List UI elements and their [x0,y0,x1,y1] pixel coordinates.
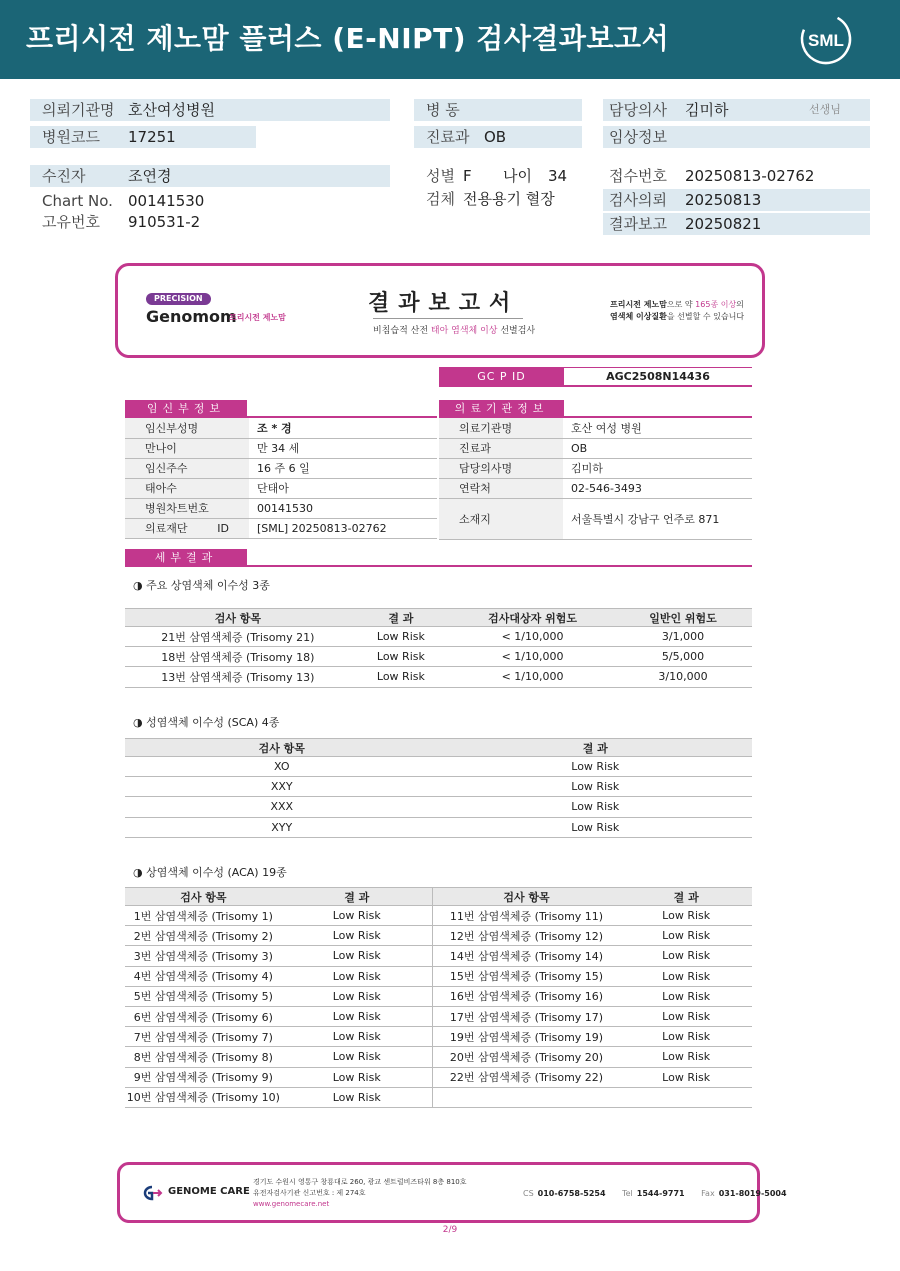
result-cell: XXX [125,797,439,817]
result-cell: 18번 삼염색체증 (Trisomy 18) [125,647,351,667]
specimen-label: 검체 [426,190,455,208]
medical-info-key: 담당의사명 [439,458,563,478]
request-date-value: 20250813 [685,191,762,209]
age-value: 34 [548,167,568,185]
result-cell: Low Risk [282,1027,432,1047]
result-cell: 3번 삼염색체증 (Trisomy 3) [125,946,282,966]
result-cell: < 1/10,000 [451,627,614,647]
aca-header-cell: 결 과 [620,888,752,906]
result-cell: Low Risk [620,986,752,1006]
table-row [125,906,752,926]
medical-info-table [439,418,752,540]
result-cell: Low Risk [282,986,432,1006]
aca-header-cell: 검사 항목 [432,888,620,906]
pregnant-info-row [125,518,437,538]
unique-id-field [30,211,390,233]
pregnant-info-table [125,418,437,539]
result-cell: 4번 삼염색체증 (Trisomy 4) [125,966,282,986]
result-cell: XXY [125,777,439,797]
medical-info-heading: 의료기관정보 [439,400,564,418]
brand-subname: 프리시전 제노맘 [229,313,286,322]
table-row [125,817,752,837]
pregnant-info-value: 단태아 [249,478,437,498]
result-cell: Low Risk [439,777,753,797]
result-cell: XYY [125,817,439,837]
table-row [125,797,752,817]
report-date-value: 20250821 [685,215,762,233]
pregnant-info-value: 만 34 세 [249,438,437,458]
result-cell: Low Risk [282,926,432,946]
medical-info-key: 소재지 [439,498,563,539]
specimen-value: 전용용기 혈장 [463,190,555,208]
hospital-code-label: 병원코드 [42,128,100,146]
result-cell: 15번 삼염색체증 (Trisomy 15) [432,966,620,986]
dept-value: OB [484,128,507,146]
pregnant-info-row [125,418,437,438]
major-section-title: ◑ 주요 상염색체 이수성 3종 [133,579,270,592]
medical-info-row [439,498,752,539]
chart-no-field [30,190,390,212]
receipt-field [603,165,870,187]
result-cell: Low Risk [282,946,432,966]
result-cell: 20번 삼염색체증 (Trisomy 20) [432,1047,620,1067]
company-name: GENOME CARE [168,1186,250,1197]
result-cell: Low Risk [439,797,753,817]
major-header-cell: 검사 항목 [125,609,351,627]
doctor-field [603,99,870,121]
table-row [125,1067,752,1087]
dept-field [414,126,582,148]
result-cell: 10번 삼염색체증 (Trisomy 10) [125,1087,282,1107]
result-cell: < 1/10,000 [451,647,614,667]
result-cell: Low Risk [620,1027,752,1047]
sex-label: 성별 [426,167,455,185]
result-cell: 9번 삼염색체증 (Trisomy 9) [125,1067,282,1087]
table-row [125,946,752,966]
page-number: 2/9 [442,1225,458,1235]
report-title-card [115,263,765,358]
title-underline [373,318,523,319]
result-cell: XO [125,757,439,777]
table-row [125,1027,752,1047]
receipt-value: 20250813-02762 [685,167,815,185]
doctor-value: 김미하 [685,101,729,119]
result-cell: Low Risk [439,817,753,837]
age-label: 나이 [503,167,532,185]
result-cell: 8번 삼염색체증 (Trisomy 8) [125,1047,282,1067]
footer-card [117,1162,787,1223]
report-date-label: 결과보고 [609,215,667,233]
result-cell: 14번 삼염색체증 (Trisomy 14) [432,946,620,966]
result-cell: Low Risk [620,1047,752,1067]
pregnant-info-row [125,438,437,458]
institution-field [30,99,390,121]
institution-value: 호산여성병원 [128,101,215,119]
pregnant-info-key: 태아수 [125,478,249,498]
report-tagline: 프리시전 제노맘으로 약 165종 이상의 염색체 이상질환을 선별할 수 있습니다 [610,300,745,321]
medical-info-row [439,458,752,478]
table-row [125,1047,752,1067]
doctor-suffix: 선생님 [809,103,841,116]
table-row [125,627,752,647]
brand-name: Genomom [146,307,237,326]
details-heading-line [247,565,752,567]
table-row [125,647,752,667]
major-results-table [125,608,752,688]
medical-info-key: 의료기관명 [439,418,563,438]
result-cell: 1번 삼염색체증 (Trisomy 1) [125,906,282,926]
svg-text:SML: SML [808,31,844,50]
pregnant-info-row [125,498,437,518]
major-header-cell: 검사대상자 위험도 [451,609,614,627]
result-cell: 17번 삼염색체증 (Trisomy 17) [432,1006,620,1026]
company-address: 경기도 수원시 영통구 창룡대로 260, 광교 센트럴비즈타워 8층 810호 유전자검사기관 신고번호 : 제 274호 www.genomecare.net [253,1178,467,1208]
pregnant-info-value: 16 주 6 일 [249,458,437,478]
report-subtitle: 비침습적 산전 태아 염색체 이상 선별검사 [373,326,536,336]
pregnant-info-row [125,478,437,498]
aca-header-cell: 결 과 [282,888,432,906]
result-cell: Low Risk [620,966,752,986]
request-date-label: 검사의뢰 [609,191,667,209]
page-title: 프리시전 제노맘 플러스 (E-NIPT) 검사결과보고서 [26,22,670,55]
result-cell: 3/10,000 [614,667,752,687]
brand-badge: PRECISION [146,293,211,305]
result-cell: Low Risk [282,1067,432,1087]
medical-info-value: 호산 여성 병원 [563,418,752,438]
medical-info-key: 연락처 [439,478,563,498]
medical-info-value: 02-546-3493 [563,478,752,498]
result-cell: Low Risk [620,1006,752,1026]
result-cell: 13번 삼염색체증 (Trisomy 13) [125,667,351,687]
result-cell: Low Risk [620,1067,752,1087]
table-row [125,966,752,986]
aca-results-table [125,887,752,1108]
sca-results-table [125,738,752,838]
medical-info-value: OB [563,438,752,458]
sca-header-cell: 결 과 [439,739,753,757]
major-header-cell: 결 과 [351,609,451,627]
result-cell: 7번 삼염색체증 (Trisomy 7) [125,1027,282,1047]
result-cell: Low Risk [439,757,753,777]
patient-name-value: 조연경 [128,167,172,185]
medical-info-row [439,438,752,458]
result-cell: 3/1,000 [614,627,752,647]
table-row [125,1087,752,1107]
result-cell: Low Risk [282,966,432,986]
dept-label: 진료과 [426,128,470,146]
aca-section-title: ◑ 상염색체 이수성 (ACA) 19종 [133,866,287,879]
website-link[interactable]: www.genomecare.net [253,1200,330,1208]
pregnant-info-value: 조 * 경 [249,418,437,438]
chart-no-value: 00141530 [128,192,205,210]
medical-info-value: 김미하 [563,458,752,478]
result-cell: Low Risk [351,627,451,647]
clinical-field [603,126,870,148]
result-cell [620,1087,752,1107]
result-cell: < 1/10,000 [451,667,614,687]
result-cell: 11번 삼염색체증 (Trisomy 11) [432,906,620,926]
report-date-field [603,213,870,235]
table-row [125,757,752,777]
aca-header-cell: 검사 항목 [125,888,282,906]
result-cell: 6번 삼염색체증 (Trisomy 6) [125,1006,282,1026]
result-cell: 5번 삼염색체증 (Trisomy 5) [125,986,282,1006]
result-cell: Low Risk [620,926,752,946]
pregnant-info-value: 00141530 [249,498,437,518]
pregnant-info-key: 임신주수 [125,458,249,478]
result-cell: 19번 삼염색체증 (Trisomy 19) [432,1027,620,1047]
institution-label: 의뢰기관명 [42,101,115,119]
unique-id-value: 910531-2 [128,213,201,231]
hospital-code-value: 17251 [128,128,176,146]
ward-label: 병 동 [426,101,460,119]
sex-age-field [414,165,582,187]
table-row [125,777,752,797]
result-cell: 2번 삼염색체증 (Trisomy 2) [125,926,282,946]
hospital-code-field [30,126,256,148]
result-cell: Low Risk [620,906,752,926]
ward-field [414,99,582,121]
request-date-field [603,189,870,211]
pregnant-info-value: [SML] 20250813-02762 [249,518,437,538]
table-row [125,986,752,1006]
result-cell: Low Risk [282,1087,432,1107]
sex-value: F [463,167,472,185]
medical-info-key: 진료과 [439,438,563,458]
chart-no-label: Chart No. [42,192,113,210]
unique-id-label: 고유번호 [42,213,100,231]
result-cell [432,1087,620,1107]
pregnant-info-key: 의료재단 ID [125,518,249,538]
result-cell: Low Risk [282,906,432,926]
header-bar [0,0,900,79]
medical-info-value: 서울특별시 강남구 언주로 871 [563,498,752,539]
result-cell: Low Risk [282,1006,432,1026]
genome-care-logo-icon [140,1184,164,1202]
result-cell: 12번 삼염색체증 (Trisomy 12) [432,926,620,946]
medical-info-row [439,418,752,438]
result-cell: 21번 삼염색체증 (Trisomy 21) [125,627,351,647]
table-row [125,667,752,687]
pregnant-info-row [125,458,437,478]
sca-header-cell: 검사 항목 [125,739,439,757]
table-row [125,926,752,946]
medical-info-row [439,478,752,498]
sml-logo [796,11,856,67]
pregnant-info-key: 만나이 [125,438,249,458]
table-row [125,1006,752,1026]
doctor-label: 담당의사 [609,101,667,119]
result-cell: 16번 삼염색체증 (Trisomy 16) [432,986,620,1006]
receipt-label: 접수번호 [609,167,667,185]
pregnant-info-key: 병원차트번호 [125,498,249,518]
result-cell: 22번 삼염색체증 (Trisomy 22) [432,1067,620,1087]
contact-info: CS 010-6758-5254 Tel 1544-9771 Fax 031-8019-5004 [523,1189,787,1198]
specimen-field [414,188,582,210]
result-cell: Low Risk [620,946,752,966]
details-heading: 세부결과 [125,549,247,567]
major-header-cell: 일반인 위험도 [614,609,752,627]
result-cell: Low Risk [282,1047,432,1067]
gcpid-value: AGC2508N14436 [564,367,752,387]
sca-section-title: ◑ 성염색체 이수성 (SCA) 4종 [133,716,280,729]
report-title: 결과보고서 [368,291,520,316]
patient-name-label: 수진자 [42,167,86,185]
pregnant-info-key: 임신부성명 [125,418,249,438]
result-cell: Low Risk [351,647,451,667]
pregnant-info-heading: 임신부정보 [125,400,247,418]
result-cell: 5/5,000 [614,647,752,667]
gcpid-label: GC P ID [439,367,564,387]
result-cell: Low Risk [351,667,451,687]
patient-name-field [30,165,390,187]
clinical-label: 임상정보 [609,128,667,146]
